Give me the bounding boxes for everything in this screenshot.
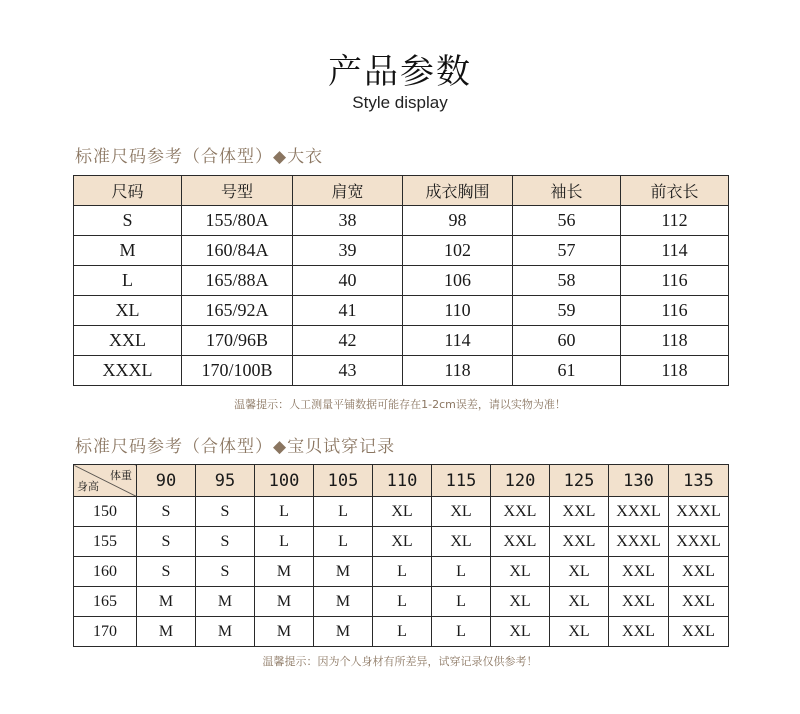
table-row [74, 206, 729, 236]
weight-column-header: 120 [491, 465, 550, 497]
table-cell: 112 [621, 206, 729, 236]
table-cell: XXL [74, 326, 182, 356]
table-cell: 155/80A [182, 206, 293, 236]
size-cell: M [314, 557, 373, 587]
height-cell: 170 [74, 617, 137, 647]
table-cell: 116 [621, 296, 729, 326]
table-cell: 39 [293, 236, 403, 266]
table-cell: 110 [403, 296, 513, 326]
table-cell: 118 [403, 356, 513, 386]
size-cell: S [196, 557, 255, 587]
size-cell: M [314, 587, 373, 617]
size-cell: XL [432, 497, 491, 527]
height-cell: 165 [74, 587, 137, 617]
size-cell: XXL [550, 527, 609, 557]
weight-column-header: 90 [137, 465, 196, 497]
column-header: 前衣长 [621, 176, 729, 206]
weight-column-header: 105 [314, 465, 373, 497]
section-title-coat-size: 标准尺码参考（合体型）◆大衣 [75, 147, 324, 167]
size-cell: XL [432, 527, 491, 557]
table-row [74, 356, 729, 386]
size-cell: L [373, 587, 432, 617]
size-cell: XXL [669, 557, 729, 587]
size-cell: M [314, 617, 373, 647]
size-cell: XL [550, 557, 609, 587]
table-cell: 116 [621, 266, 729, 296]
size-cell: L [255, 527, 314, 557]
height-cell: 160 [74, 557, 137, 587]
size-cell: XXL [609, 587, 669, 617]
table-cell: 114 [621, 236, 729, 266]
size-cell: XXL [550, 497, 609, 527]
table-cell: 170/100B [182, 356, 293, 386]
table-cell: 42 [293, 326, 403, 356]
table-row [74, 497, 729, 527]
measurement-note: 温馨提示：人工测量平铺数据可能存在1-2cm误差，请以实物为准！ [234, 398, 566, 411]
size-cell: L [314, 497, 373, 527]
weight-column-header: 130 [609, 465, 669, 497]
weight-column-header: 115 [432, 465, 491, 497]
size-cell: S [137, 557, 196, 587]
size-cell: L [373, 617, 432, 647]
fit-record-table [73, 464, 729, 647]
table-cell: 43 [293, 356, 403, 386]
table-cell: 38 [293, 206, 403, 236]
size-cell: M [196, 587, 255, 617]
table-cell: M [74, 236, 182, 266]
table-cell: 114 [403, 326, 513, 356]
page-title: 产品参数 [328, 52, 472, 92]
size-cell: S [137, 497, 196, 527]
size-cell: M [196, 617, 255, 647]
table-row [74, 296, 729, 326]
table-cell: 170/96B [182, 326, 293, 356]
size-cell: M [255, 557, 314, 587]
size-cell: XXL [491, 527, 550, 557]
size-cell: XL [491, 557, 550, 587]
table-header-row [74, 465, 729, 497]
size-cell: S [196, 527, 255, 557]
weight-column-header: 100 [255, 465, 314, 497]
weight-column-header: 110 [373, 465, 432, 497]
size-cell: L [373, 557, 432, 587]
size-cell: XL [373, 497, 432, 527]
weight-label: 体重 [110, 469, 132, 482]
weight-height-corner-cell [74, 465, 137, 497]
size-cell: L [314, 527, 373, 557]
size-cell: XXL [609, 557, 669, 587]
size-cell: XXXL [609, 527, 669, 557]
coat-size-table [73, 175, 729, 386]
fit-note: 温馨提示：因为个人身材有所差异，试穿记录仅供参考！ [262, 655, 538, 668]
table-cell: 59 [513, 296, 621, 326]
table-cell: 58 [513, 266, 621, 296]
size-cell: S [137, 527, 196, 557]
table-cell: 165/92A [182, 296, 293, 326]
column-header: 尺码 [74, 176, 182, 206]
table-cell: 118 [621, 356, 729, 386]
table-header-row [74, 176, 729, 206]
size-cell: L [432, 617, 491, 647]
table-row [74, 527, 729, 557]
table-cell: 160/84A [182, 236, 293, 266]
table-cell: XXXL [74, 356, 182, 386]
column-header: 袖长 [513, 176, 621, 206]
size-cell: XL [550, 587, 609, 617]
size-cell: S [196, 497, 255, 527]
size-cell: XXL [609, 617, 669, 647]
page-subtitle: Style display [352, 93, 448, 112]
table-cell: 165/88A [182, 266, 293, 296]
weight-column-header: 125 [550, 465, 609, 497]
table-row [74, 617, 729, 647]
column-header: 成衣胸围 [403, 176, 513, 206]
table-cell: 60 [513, 326, 621, 356]
size-cell: M [255, 587, 314, 617]
table-cell: 118 [621, 326, 729, 356]
size-cell: XXL [669, 617, 729, 647]
table-cell: S [74, 206, 182, 236]
size-cell: XXXL [669, 527, 729, 557]
size-cell: M [255, 617, 314, 647]
size-cell: XXL [669, 587, 729, 617]
table-cell: L [74, 266, 182, 296]
table-cell: 40 [293, 266, 403, 296]
weight-column-header: 135 [669, 465, 729, 497]
height-label: 身高 [77, 480, 99, 493]
table-row [74, 326, 729, 356]
table-cell: 61 [513, 356, 621, 386]
size-cell: M [137, 587, 196, 617]
table-row [74, 587, 729, 617]
section-title-fit-record: 标准尺码参考（合体型）◆宝贝试穿记录 [75, 437, 396, 457]
table-cell: 106 [403, 266, 513, 296]
size-cell: XL [373, 527, 432, 557]
size-cell: M [137, 617, 196, 647]
size-cell: L [432, 557, 491, 587]
size-cell: XXL [491, 497, 550, 527]
size-cell: XL [550, 617, 609, 647]
table-cell: 56 [513, 206, 621, 236]
table-cell: 98 [403, 206, 513, 236]
column-header: 肩宽 [293, 176, 403, 206]
weight-column-header: 95 [196, 465, 255, 497]
size-cell: XL [491, 617, 550, 647]
table-row [74, 557, 729, 587]
table-cell: 41 [293, 296, 403, 326]
table-cell: XL [74, 296, 182, 326]
table-cell: 57 [513, 236, 621, 266]
table-row [74, 266, 729, 296]
size-cell: L [255, 497, 314, 527]
height-cell: 155 [74, 527, 137, 557]
size-cell: XL [491, 587, 550, 617]
table-cell: 102 [403, 236, 513, 266]
size-cell: XXXL [669, 497, 729, 527]
size-cell: XXXL [609, 497, 669, 527]
column-header: 号型 [182, 176, 293, 206]
size-cell: L [432, 587, 491, 617]
table-row [74, 236, 729, 266]
height-cell: 150 [74, 497, 137, 527]
